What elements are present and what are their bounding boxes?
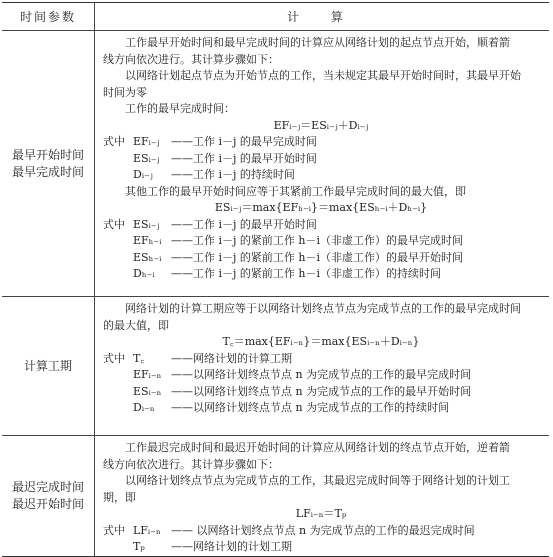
param-cell-earliest [2, 31, 95, 296]
intro-text-cont: 的最大值，即 [103, 318, 169, 332]
formula-lf: LFᵢ₋ₙ＝Tₚ [295, 507, 347, 520]
definition-line [103, 134, 539, 151]
header-calculation: 计 算 [287, 10, 357, 24]
definition-line [103, 167, 539, 184]
symbol: T꜀ [133, 351, 145, 365]
step-text: 以网络计划终点节点为完成节点的工作，其最迟完成时间等于网络计划的计划工 [125, 474, 510, 487]
definition: ——工作 i－j 的紧前工作 h－i（非虚工作）的最早开始时间 [171, 250, 464, 264]
param-latest-start: 最迟开始时间 [11, 497, 84, 511]
symbol: EFₕ₋ᵢ [133, 234, 162, 247]
symbol: ESᵢ₋ₙ [133, 384, 162, 398]
where-label: 式中 [103, 135, 125, 148]
table-row-latest-times [2, 436, 549, 556]
definition-line [103, 351, 539, 368]
intro-text: 工作最早开始时间和最早完成时间的计算应从网络计划的起点节点开始，顺着箭 [125, 36, 510, 49]
definition: ——工作 i－j 的紧前工作 h－i（非虚工作）的最早完成时间 [171, 234, 464, 247]
calculation-table [2, 2, 549, 557]
definition-line [103, 539, 539, 556]
param-earliest-start: 最早开始时间 [11, 147, 84, 162]
intro-text-cont: 线方向依次进行。其计算步骤如下： [103, 52, 279, 66]
symbol: ESᵢ₋ⱼ [133, 217, 160, 231]
definition: ——网络计划的计划工期 [171, 540, 292, 553]
param-cell-duration [2, 297, 95, 435]
table-row-computed-duration [2, 297, 549, 436]
symbol: EFᵢ₋ₙ [133, 368, 162, 381]
symbol: ESᵢ₋ⱼ [133, 151, 160, 165]
param-cell-latest [2, 436, 95, 556]
definition: ——工作 i－j 的最早开始时间 [171, 151, 317, 165]
definition: ——以网络计划终点节点 n 为完成节点的工作的最早完成时间 [171, 368, 472, 381]
formula-tc: T꜀＝max{EFᵢ₋ₙ}＝max{ESᵢ₋ₙ＋Dᵢ₋ₙ} [222, 335, 420, 348]
symbol: Dᵢ₋ⱼ [133, 168, 153, 181]
step-text-cont: 期，即 [103, 490, 136, 504]
definition: ——以网络计划终点节点 n 为完成节点的工作的持续时间 [171, 401, 450, 414]
param-latest-finish: 最迟完成时间 [11, 480, 84, 494]
symbol: Tₚ [133, 540, 145, 553]
definition-line [103, 523, 539, 540]
intro-text: 网络计划的计算工期应等于以网络计划终点节点为完成节点的工作的最早完成时间 [125, 302, 521, 315]
where-label: 式中 [103, 351, 125, 365]
where-label: 式中 [103, 217, 125, 231]
step-text: 工作的最早完成时间： [125, 102, 235, 115]
intro-text-cont: 线方向依次进行。其计算步骤如下： [103, 457, 279, 471]
param-computed-duration: 计算工期 [23, 358, 72, 373]
definition-line [103, 233, 539, 250]
table-header [2, 3, 549, 31]
symbol: Dₕ₋ᵢ [133, 267, 155, 280]
definition: —— 以网络计划终点节点 n 为完成节点的工作的最迟完成时间 [171, 523, 475, 537]
calc-cell-latest [95, 436, 549, 556]
definition: ——工作 i－j 的紧前工作 h－i（非虚工作）的持续时间 [171, 267, 442, 280]
header-time-parameter: 时间参数 [2, 3, 95, 30]
where-label: 式中 [103, 523, 125, 537]
definition-line [103, 384, 539, 401]
definition: ——以网络计划终点节点 n 为完成节点的工作的最早开始时间 [171, 384, 472, 398]
formula-es: ESᵢ₋ⱼ＝max{EFₕ₋ᵢ}＝max{ESₕ₋ᵢ＋Dₕ₋ᵢ} [214, 201, 428, 214]
definition: ——工作 i－j 的持续时间 [171, 168, 295, 181]
symbol: LFᵢ₋ₙ [133, 523, 161, 537]
definition-line [103, 250, 539, 267]
symbol: EFᵢ₋ⱼ [133, 135, 160, 148]
definition-line [103, 217, 539, 234]
calc-cell-earliest [95, 31, 549, 296]
step-text: 其他工作的最早开始时间应等于其紧前工作最早完成时间的最大值，即 [125, 184, 466, 198]
table-row-earliest-times [2, 31, 549, 297]
step-text-cont: 时间为零 [103, 85, 147, 99]
definition: ——工作 i－j 的最早开始时间 [171, 217, 317, 231]
definition-line [103, 266, 539, 283]
definition-line [103, 400, 539, 417]
symbol: Dᵢ₋ₙ [133, 401, 155, 414]
definition-line [103, 151, 539, 168]
intro-text: 工作最迟完成时间和最迟开始时间的计算应从网络计划的终点节点开始，逆着箭 [125, 441, 510, 454]
step-text: 以网络计划起点节点为开始节点的工作，当未规定其最早开始时间时，其最早开始 [125, 69, 521, 82]
calc-cell-duration [95, 297, 549, 435]
definition: ——网络计划的计算工期 [171, 351, 292, 365]
param-earliest-finish: 最早完成时间 [11, 164, 84, 179]
symbol: ESₕ₋ᵢ [133, 250, 162, 264]
formula-ef: EFᵢ₋ⱼ＝ESᵢ₋ⱼ＋Dᵢ₋ⱼ [273, 118, 369, 132]
definition-line [103, 367, 539, 384]
definition: ——工作 i－j 的最早完成时间 [171, 135, 317, 148]
